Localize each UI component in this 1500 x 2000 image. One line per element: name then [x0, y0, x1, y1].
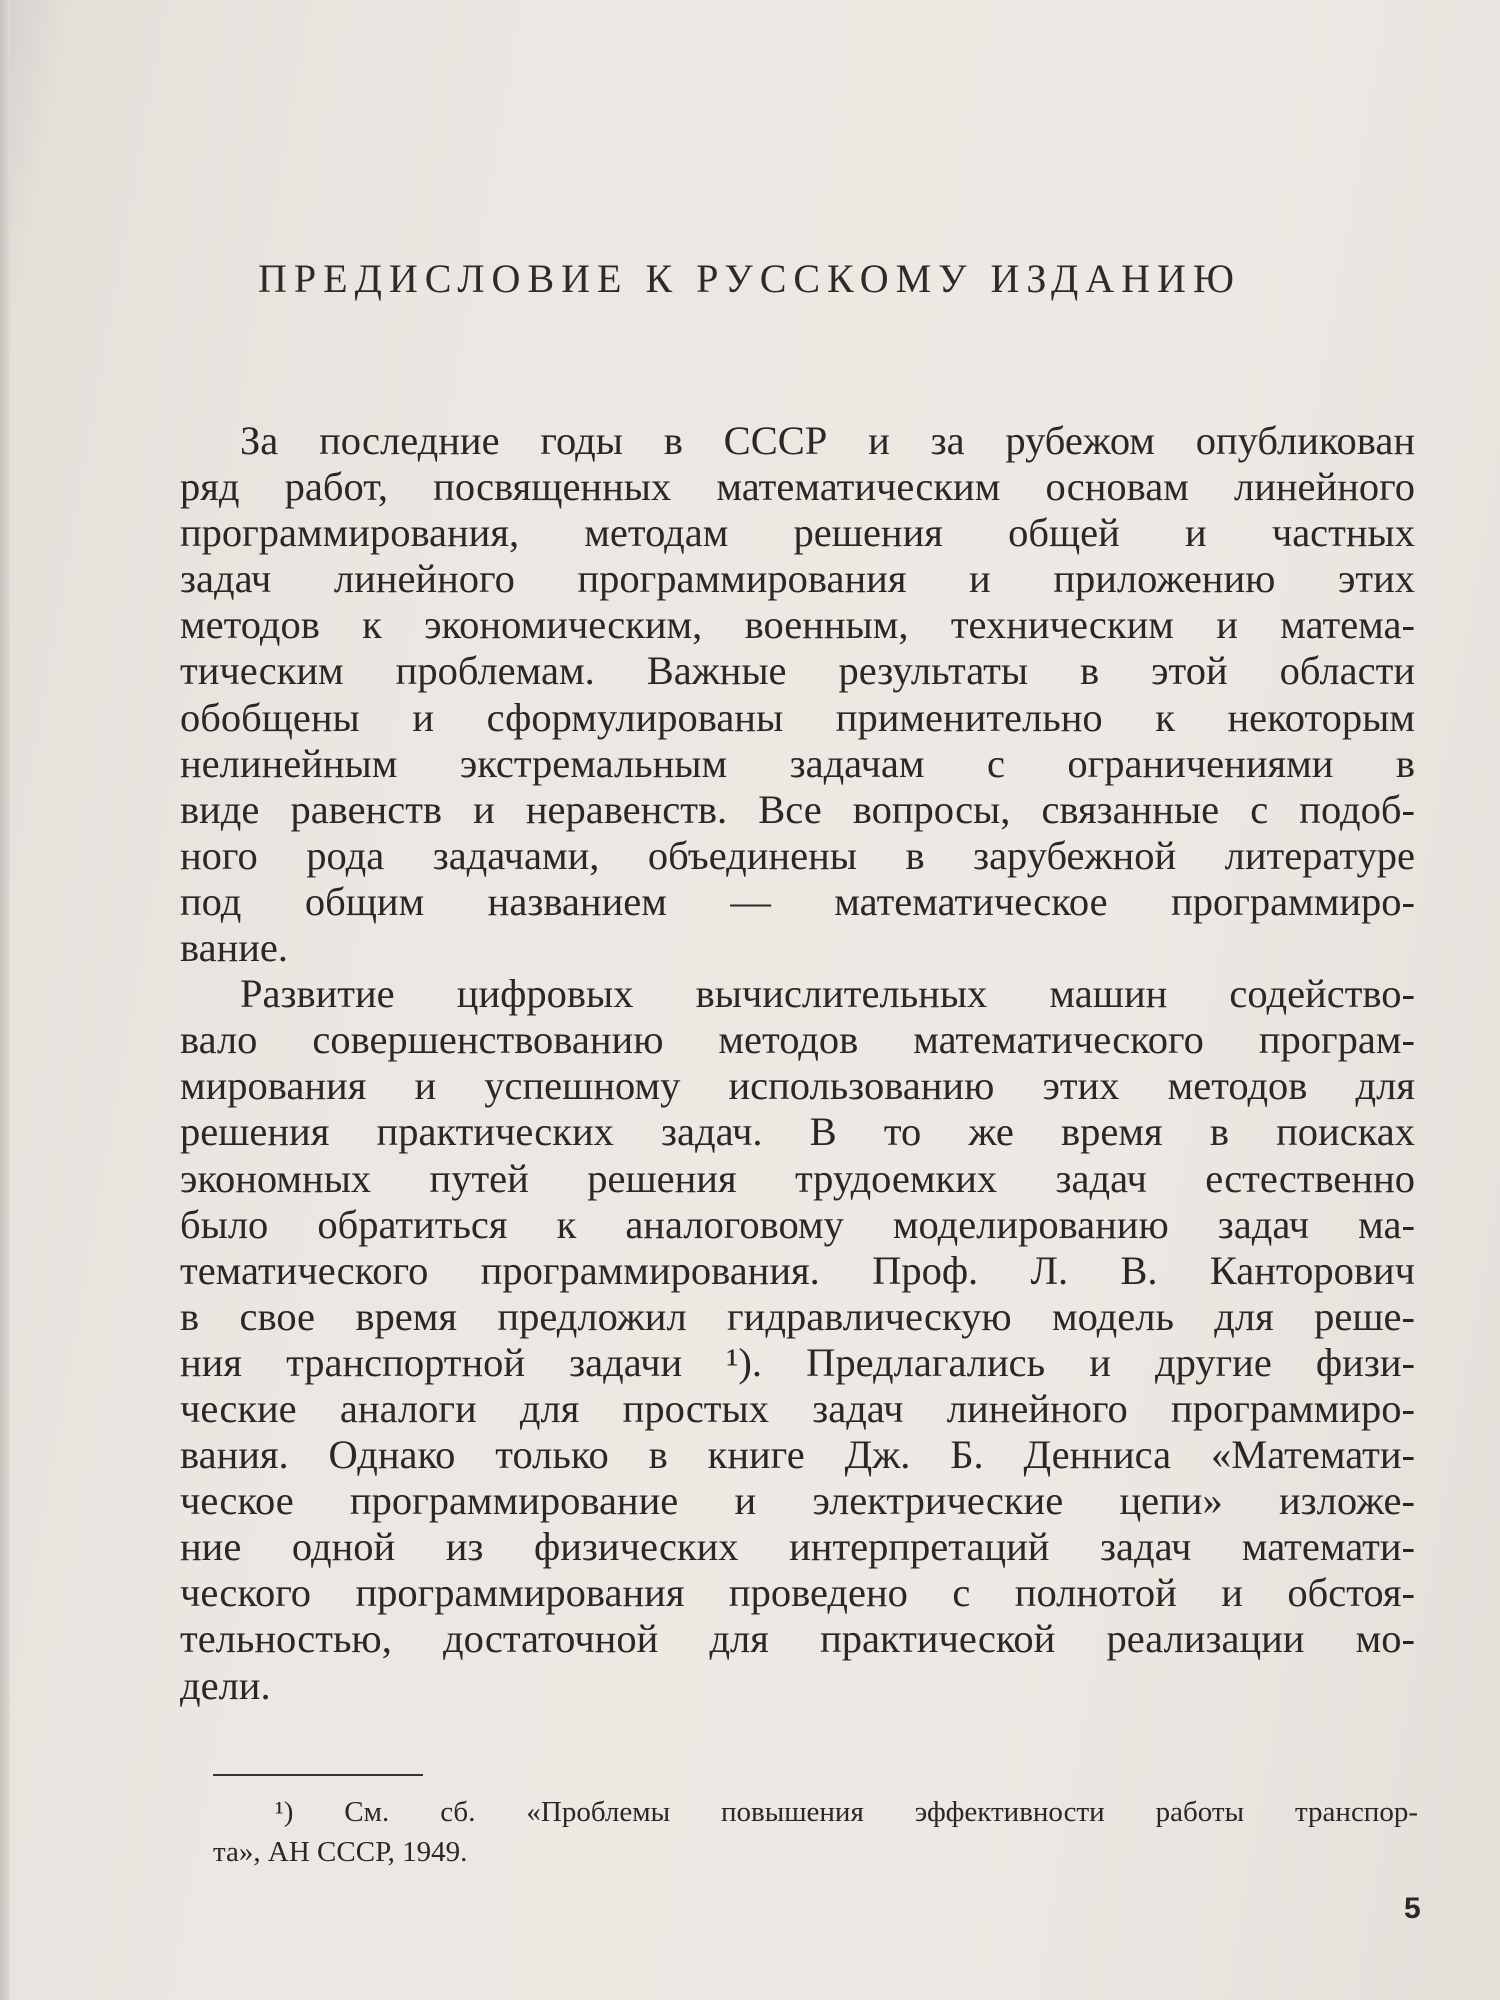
text-line: обобщены и сформулированы применительно к некоторым	[180, 694, 1415, 740]
text-line: задач линейного программирования и приложению этих	[180, 556, 1415, 602]
text-line: экономных путей решения трудоемких задач естественно	[180, 1155, 1415, 1201]
text-line: было обратиться к аналоговому моделированию задач ма-	[180, 1201, 1415, 1247]
paragraph-1	[180, 418, 1415, 971]
footnote-divider	[213, 1774, 423, 1776]
text-line: методов к экономическим, военным, техническим и матема-	[180, 602, 1415, 648]
text-line: За последние годы в СССР и за рубежом опубликован	[240, 418, 1415, 463]
text-line: вало совершенствованию методов математического програм-	[180, 1017, 1415, 1063]
paragraph-2	[180, 971, 1415, 1709]
text-line: ческое программирование и электрические цепи» изложе-	[180, 1478, 1415, 1524]
text-line: ческие аналоги для простых задач линейного программиро-	[180, 1385, 1415, 1431]
page-binding-edge	[0, 0, 10, 2000]
text-line: вание.	[180, 925, 289, 971]
text-line: решения практических задач. В то же время в поисках	[180, 1109, 1415, 1155]
text-line: тельностью, достаточной для практической реализации мо-	[180, 1616, 1415, 1662]
page-heading: ПРЕДИСЛОВИЕ К РУССКОМУ ИЗДАНИЮ	[258, 256, 1242, 301]
text-line: Развитие цифровых вычислительных машин содейство-	[240, 971, 1415, 1017]
text-line: мирования и успешному использованию этих методов для	[180, 1063, 1415, 1109]
footnote-line: ¹) См. сб. «Проблемы повышения эффективности работы транспор-	[275, 1796, 1418, 1828]
text-line: тическим проблемам. Важные результаты в этой области	[180, 648, 1415, 694]
text-line: дели.	[180, 1662, 271, 1708]
footnote	[213, 1792, 1418, 1872]
footnote-line: та», АН СССР, 1949.	[213, 1836, 468, 1868]
text-line: ряд работ, посвященных математическим основам линейного	[180, 464, 1415, 510]
text-line: под общим названием — математическое программиро-	[180, 878, 1415, 924]
text-line: вания. Однако только в книге Дж. Б. Денниса «Математи-	[180, 1432, 1415, 1478]
text-line: ния транспортной задачи ¹). Предлагались и другие физи-	[180, 1339, 1415, 1385]
text-line: ного рода задачами, объединены в зарубежной литературе	[180, 832, 1415, 878]
text-line: в свое время предложил гидравлическую модель для реше-	[180, 1293, 1415, 1339]
body-text	[180, 418, 1415, 1709]
page-number: 5	[1404, 1892, 1421, 1925]
text-line: ческого программирования проведено с полнотой и обстоя-	[180, 1570, 1415, 1616]
text-line: виде равенств и неравенств. Все вопросы, связанные с подоб-	[180, 786, 1415, 832]
text-line: нелинейным экстремальным задачам с ограничениями в	[180, 740, 1415, 786]
text-line: программирования, методам решения общей и частных	[180, 510, 1415, 556]
text-line: тематического программирования. Проф. Л. В. Канторович	[180, 1247, 1415, 1293]
text-line: ние одной из физических интерпретаций задач математи-	[180, 1524, 1415, 1570]
